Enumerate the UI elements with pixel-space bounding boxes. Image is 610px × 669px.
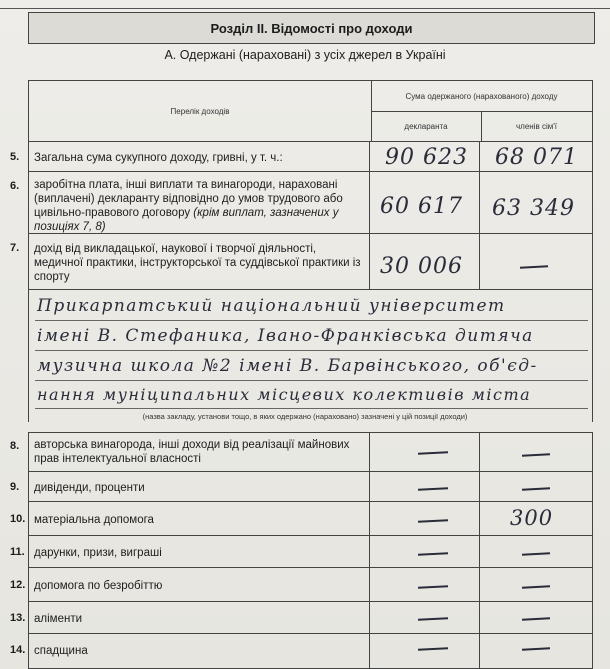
income-source-line: нання муніципальних місцевих колективів міста bbox=[37, 385, 532, 404]
header-income-list: Перелік доходів bbox=[29, 81, 372, 141]
row-declarant-cell bbox=[370, 568, 480, 602]
row-number: 13. bbox=[10, 612, 26, 624]
table-row bbox=[0, 536, 610, 568]
sources-caption: (назва закладу, установи тощо, в яких одержано (нараховано) зазначені у цій позиції доходи) bbox=[142, 412, 468, 421]
header-family: членів сім'ї bbox=[516, 121, 557, 131]
family-value: 300 bbox=[510, 506, 554, 530]
table-row bbox=[0, 234, 610, 290]
table-row bbox=[0, 432, 610, 472]
row-label: дохід від викладацької, наукової і творчої діяльності, медичної практики, інструкторської та суддівської практики із спорту bbox=[34, 243, 361, 283]
row-number: 12. bbox=[10, 579, 26, 591]
row-number: 6. bbox=[10, 180, 20, 192]
row-label-note: (крім виплат, зазначених у позиціях 7, 8) bbox=[34, 207, 339, 233]
declarant-value: 30 006 bbox=[380, 254, 463, 279]
row-family-cell bbox=[480, 234, 593, 290]
family-value: 68 071 bbox=[495, 145, 578, 170]
table-row bbox=[0, 142, 610, 172]
row-label: допомога по безробіттю bbox=[34, 580, 163, 592]
income-sources-block bbox=[28, 290, 593, 422]
table-row bbox=[0, 502, 610, 536]
row-number: 8. bbox=[10, 440, 20, 452]
table-row bbox=[0, 472, 610, 502]
row-label: авторська винагорода, інші доходи від реалізації майнових прав інтелектуальної власності bbox=[34, 439, 350, 465]
income-source-line: музична школа №2 імені В. Барвінського, об'єд- bbox=[37, 356, 538, 376]
row-label: спадщина bbox=[34, 645, 88, 657]
row-label: аліменти bbox=[34, 613, 83, 625]
row-number: 11. bbox=[10, 546, 25, 558]
row-label: дарунки, призи, виграші bbox=[34, 547, 162, 559]
header-income-sum: Сума одержаного (нарахованого) доходу bbox=[371, 81, 592, 112]
table-row bbox=[0, 602, 610, 634]
writing-line bbox=[35, 380, 588, 381]
header-declarant: декларанта bbox=[371, 111, 482, 141]
row-label bbox=[34, 178, 364, 234]
row-number: 9. bbox=[10, 481, 20, 493]
declarant-value: 60 617 bbox=[380, 194, 463, 219]
section-title: Розділ ІІ. Відомості про доходи bbox=[28, 12, 595, 44]
table-row bbox=[0, 634, 610, 669]
writing-line bbox=[35, 350, 588, 351]
top-divider bbox=[0, 0, 610, 9]
writing-line bbox=[35, 320, 588, 321]
row-declarant-cell bbox=[370, 472, 480, 502]
row-label: Загальна сума сукупного доходу, гривні, у т. ч.: bbox=[34, 152, 283, 164]
row-declarant-cell bbox=[370, 634, 480, 669]
income-source-line: Прикарпатський національний університет bbox=[37, 296, 506, 316]
table-header bbox=[28, 80, 593, 142]
row-number: 7. bbox=[10, 242, 20, 254]
row-declarant-cell bbox=[370, 536, 480, 568]
row-label-main: заробітна плата, інші виплати та винагороди, нараховані (виплачені) декларанту відповідно до умов трудового або цивільно-правового договору bbox=[34, 179, 343, 219]
row-family-cell bbox=[480, 634, 593, 669]
row-family-cell bbox=[480, 432, 593, 472]
row-number: 10. bbox=[10, 513, 26, 525]
row-label: дивіденди, проценти bbox=[34, 482, 145, 494]
writing-line bbox=[35, 408, 588, 409]
row-label: матеріальна допомога bbox=[34, 514, 154, 526]
table-row bbox=[0, 568, 610, 602]
family-value: 63 349 bbox=[492, 196, 575, 221]
table-row bbox=[0, 172, 610, 234]
row-number: 5. bbox=[10, 151, 20, 163]
row-number: 14. bbox=[10, 644, 26, 656]
declarant-value: 90 623 bbox=[385, 145, 468, 170]
row-declarant-cell bbox=[370, 502, 480, 536]
income-source-line: імені В. Стефаника, Івано-Франківська дитяча bbox=[37, 326, 534, 346]
subsection-title: А. Одержані (нараховані) з усіх джерел в Україні bbox=[164, 48, 446, 62]
